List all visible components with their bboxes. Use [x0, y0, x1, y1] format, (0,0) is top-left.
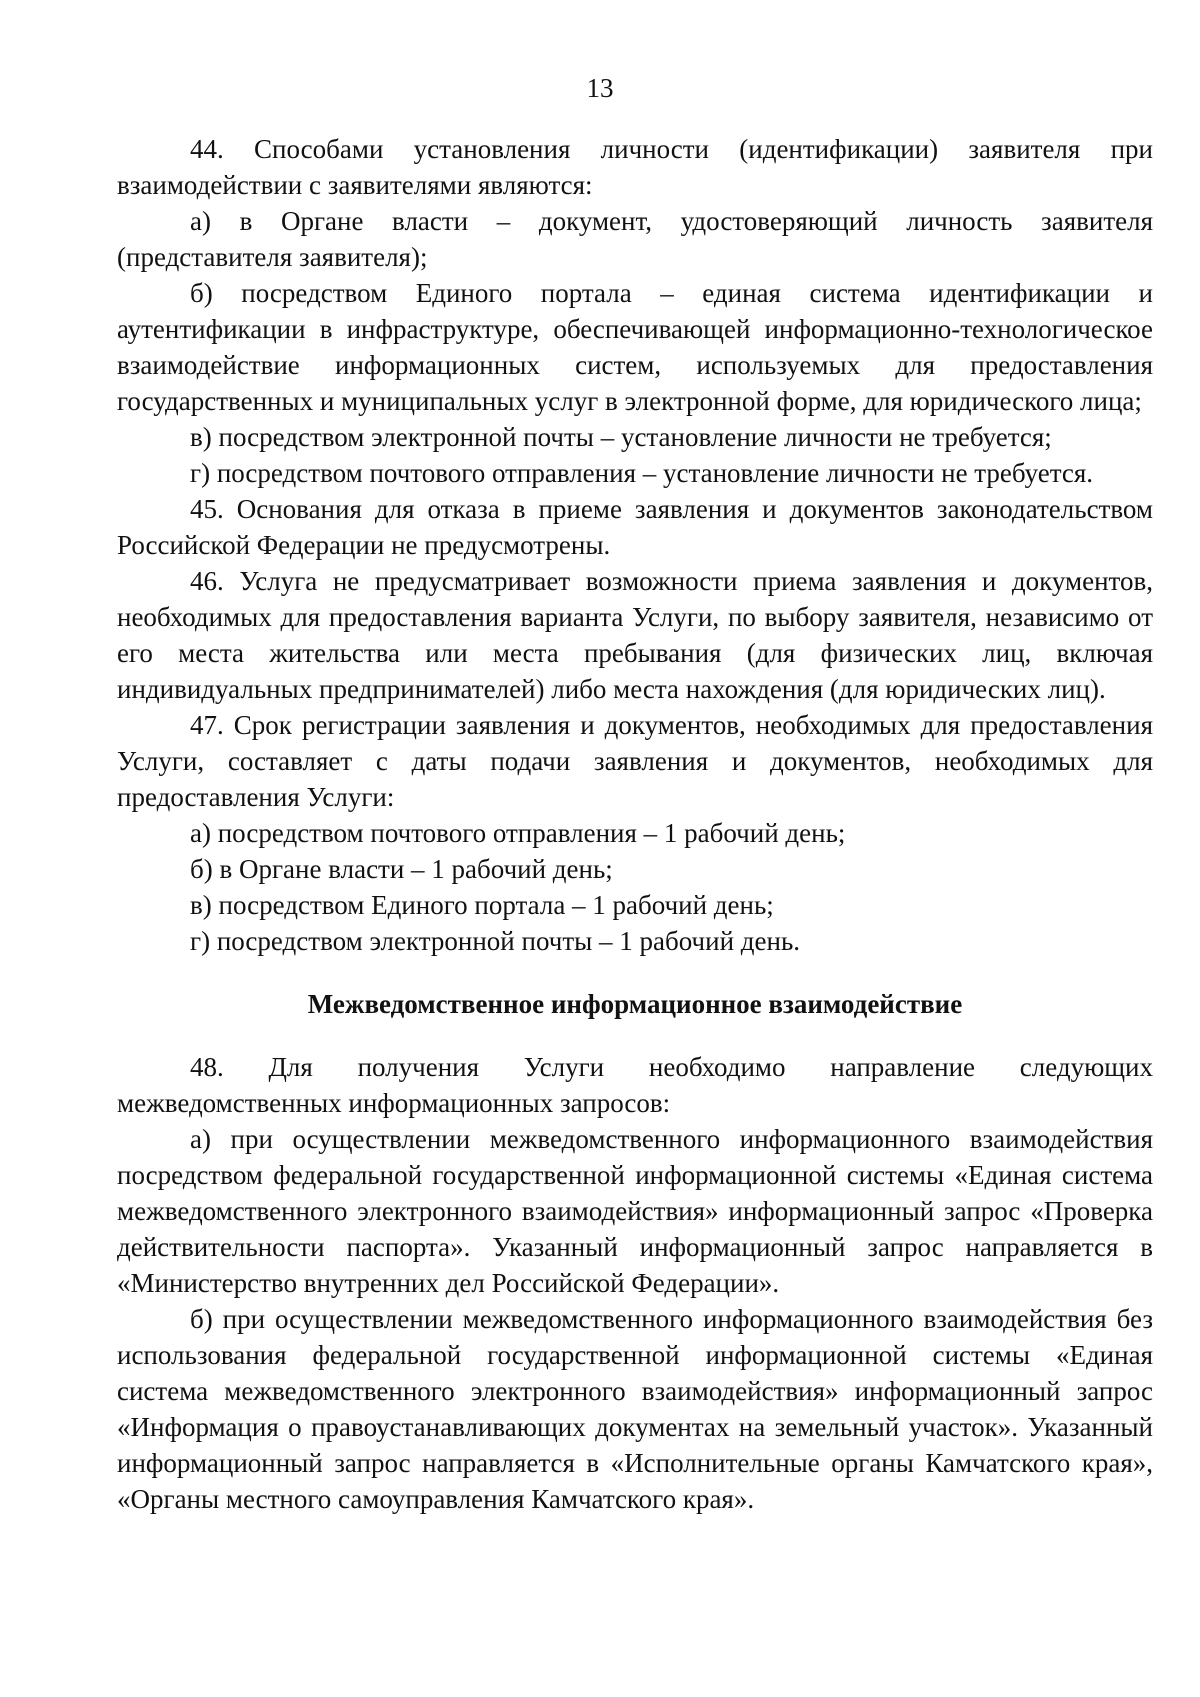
paragraph-48-a: а) при осуществлении межведомственного информационного взаимодействия посредством федеральной государственной информационной системы «Единая система межведомственного электронного взаимодействия» информационный запрос «Проверка действительности паспорта». Указанный информационный запрос направляется в «Министерство внутренних дел Российской Федерации». [117, 1124, 1153, 1298]
paragraph-48: 48. Для получения Услуги необходимо направление следующих межведомственных информационных запросов: [117, 1052, 1153, 1118]
paragraph-46: 46. Услуга не предусматривает возможности приема заявления и документов, необходимых для предоставления варианта Услуги, по выбору заявителя, независимо от его места жительства или места пребывания (для физических лиц, включая индивидуальных предпринимателей) либо места нахождения (для юридических лиц). [117, 566, 1153, 704]
paragraph-47-v: в) посредством Единого портала – 1 рабочий день; [190, 890, 774, 920]
page-number: 13 [586, 73, 614, 103]
paragraph-44-a: а) в Органе власти – документ, удостоверяющий личность заявителя (представителя заявителя); [117, 206, 1153, 272]
paragraph-44-v: в) посредством электронной почты – установление личности не требуется; [190, 422, 1052, 452]
paragraph-45: 45. Основания для отказа в приеме заявления и документов законодательством Российской Федерации не предусмотрены. [117, 494, 1153, 560]
paragraph-47-g: г) посредством электронной почты – 1 рабочий день. [190, 926, 801, 956]
paragraph-48-b: б) при осуществлении межведомственного информационного взаимодействия без использования федеральной государственной информационной системы «Единая система межведомственного электронного взаимодействия» информационный запрос «Информация о правоустанавливающих документах на земельный участок». Указанный информационный запрос направляется в «Исполнительные органы Камчатского края», «Органы местного самоуправления Камчатского края». [117, 1304, 1153, 1514]
section-heading: Межведомственное информационное взаимодействие [307, 989, 963, 1019]
paragraph-47: 47. Срок регистрации заявления и документов, необходимых для предоставления Услуги, составляет с даты подачи заявления и документов, необходимых для предоставления Услуги: [117, 710, 1153, 812]
paragraph-47-b: б) в Органе власти – 1 рабочий день; [190, 854, 613, 884]
paragraph-44: 44. Способами установления личности (идентификации) заявителя при взаимодействии с заявителями являются: [117, 134, 1153, 200]
document-body [117, 131, 1153, 1517]
paragraph-47-a: а) посредством почтового отправления – 1 рабочий день; [190, 818, 846, 848]
paragraph-44-b: б) посредством Единого портала – единая система идентификации и аутентификации в инфраструктуре, обеспечивающей информационно-технологическое взаимодействие информационных систем, используемых для предоставления государственных и муниципальных услуг в электронной форме, для юридического лица; [117, 278, 1153, 416]
paragraph-44-g: г) посредством почтового отправления – установление личности не требуется. [190, 458, 1094, 488]
